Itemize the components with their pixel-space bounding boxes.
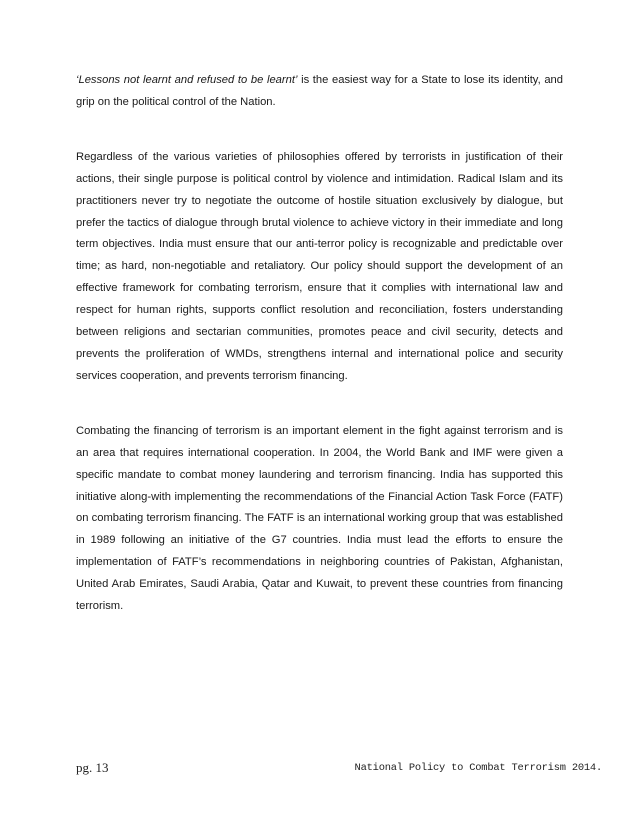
footer-document-title: National Policy to Combat Terrorism 2014. [354, 762, 602, 774]
page-number: pg. 13 [76, 760, 109, 775]
paragraph-intro [76, 70, 563, 114]
intro-text: is the easiest way for a State to lose its identity, and grip on the political control of the Nation. [76, 74, 563, 108]
paragraph-policy: Regardless of the various varieties of philosophies offered by terrorists in justification of their actions, their single purpose is political control by violence and intimidation. Radical Islam and its practitioners never try to negotiate the outcome of hostile situation exclusively by dialogue, but prefer the tactics of dialogue through brutal violence to achieve victory in their immediate and long term objectives. India must ensure that our anti-terror policy is recognizable and predictable over time; as hard, non-negotiable and retaliatory. Our policy should support the development of an effective framework for combating terrorism, ensure that it complies with international law and respect for human rights, supports conflict resolution and reconciliation, fosters understanding between religions and sectarian communities, promotes peace and civil security, detects and prevents the proliferation of WMDs, strengthens internal and international police and security services cooperation, and prevents terrorism financing. [76, 150, 563, 382]
intro-quote: ‘Lessons not learnt and refused to be learnt’ [76, 74, 298, 86]
paragraph-financing: Combating the financing of terrorism is an important element in the fight against terrorism and is an area that requires international cooperation. In 2004, the World Bank and IMF were given a specific mandate to combat money laundering and terrorism financing. India has supported this initiative along-with implementing the recommendations of the Financial Action Task Force (FATF) on combating terrorism financing. The FATF is an international working group that was established in 1989 following an initiative of the G7 countries. India must lead the efforts to ensure the implementation of FATF’s recommendations in neighboring countries of Pakistan, Afghanistan, United Arab Emirates, Saudi Arabia, Qatar and Kuwait, to prevent these countries from financing terrorism. [76, 424, 563, 613]
body-text [76, 70, 563, 618]
